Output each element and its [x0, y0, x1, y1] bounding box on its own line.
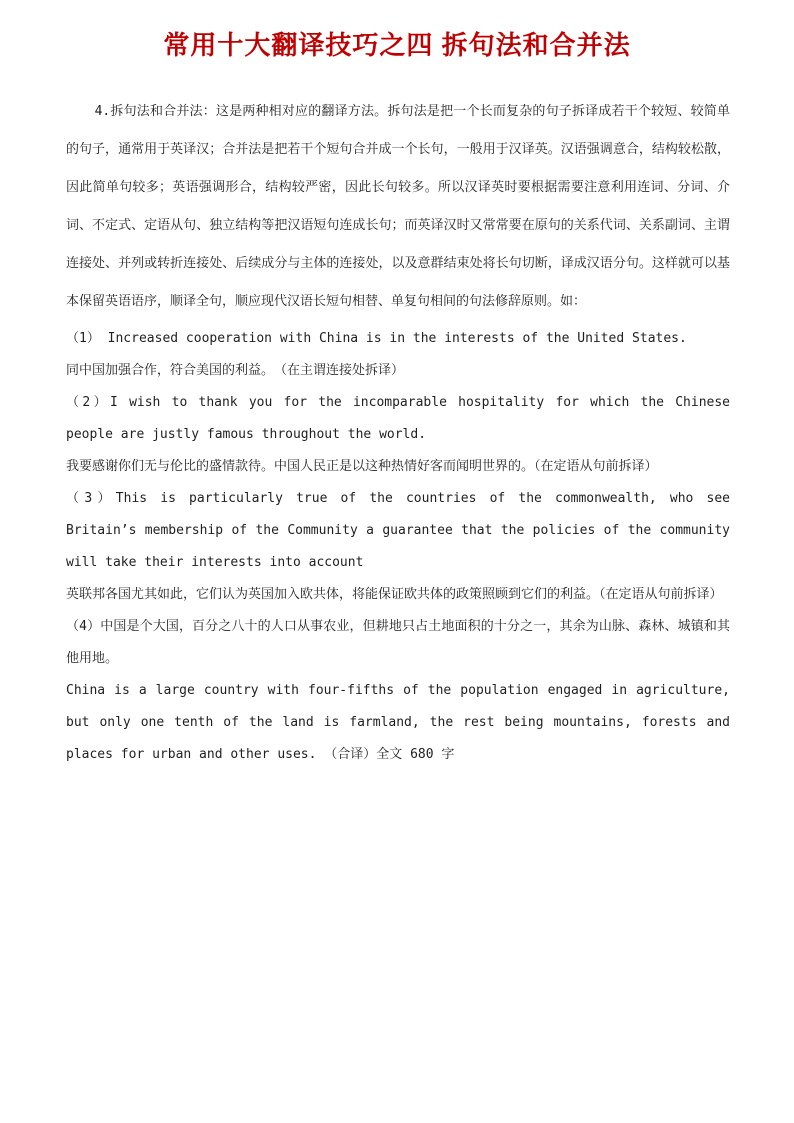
example-1-chinese: 同中国加强合作，符合美国的利益。 （在主谓连接处拆译）: [66, 363, 405, 378]
example-3-english: （3）This is particularly true of the countries of the commonwealth, who see Britain’s membership of the Community a guarantee that the policies of the community will take their interests into account: [66, 491, 730, 570]
document-title: 常用十大翻译技巧之四 拆句法和合并法: [163, 30, 631, 60]
example-3-chinese: 英联邦各国尤其如此，它们认为英国加入欧共体，将能保证欧共体的政策照顾到它们的利益。（在定语从句前拆译）: [66, 587, 723, 602]
example-4-chinese: （4）中国是个大国，百分之八十的人口从事农业，但耕地只占土地面积的十分之一，其余为山脉、森林、城镇和其他用地。: [66, 619, 730, 666]
example-1-english: （1） Increased cooperation with China is in the interests of the United States.: [66, 331, 687, 346]
example-2-chinese: 我要感谢你们无与伦比的盛情款待。中国人民正是以这种热情好客而闻明世界的。（在定语从句前拆译）: [66, 459, 658, 474]
example-4-english: China is a large country with four-fifths of the population engaged in agriculture, but only one tenth of the land is farmland, the rest being mountains, forests and places for urban and other uses. （合译）全文 680 字: [66, 683, 730, 762]
intro-paragraph: 4.拆句法和合并法：这是两种相对应的翻译方法。拆句法是把一个长而复杂的句子拆译成若干个较短、较简单的句子，通常用于英译汉；合并法是把若干个短句合并成一个长句，一般用于汉译英。汉语强调意合，结构较松散，因此简单句较多；英语强调形合，结构较严密，因此长句较多。所以汉译英时要根据需要注意利用连词、分词、介词、不定式、定语从句、独立结构等把汉语短句连成长句；而英译汉时又常常要在原句的关系代词、关系副词、主谓连接处、并列或转折连接处、后续成分与主体的连接处，以及意群结束处将长句切断，译成汉语分句。这样就可以基本保留英语语序，顺译全句，顺应现代汉语长短句相替、单复句相间的句法修辞原则。如：: [66, 104, 730, 309]
example-2-english: （2）I wish to thank you for the incomparable hospitality for which the Chinese people are justly famous throughout the world.: [66, 395, 730, 442]
document-body: [66, 93, 730, 771]
